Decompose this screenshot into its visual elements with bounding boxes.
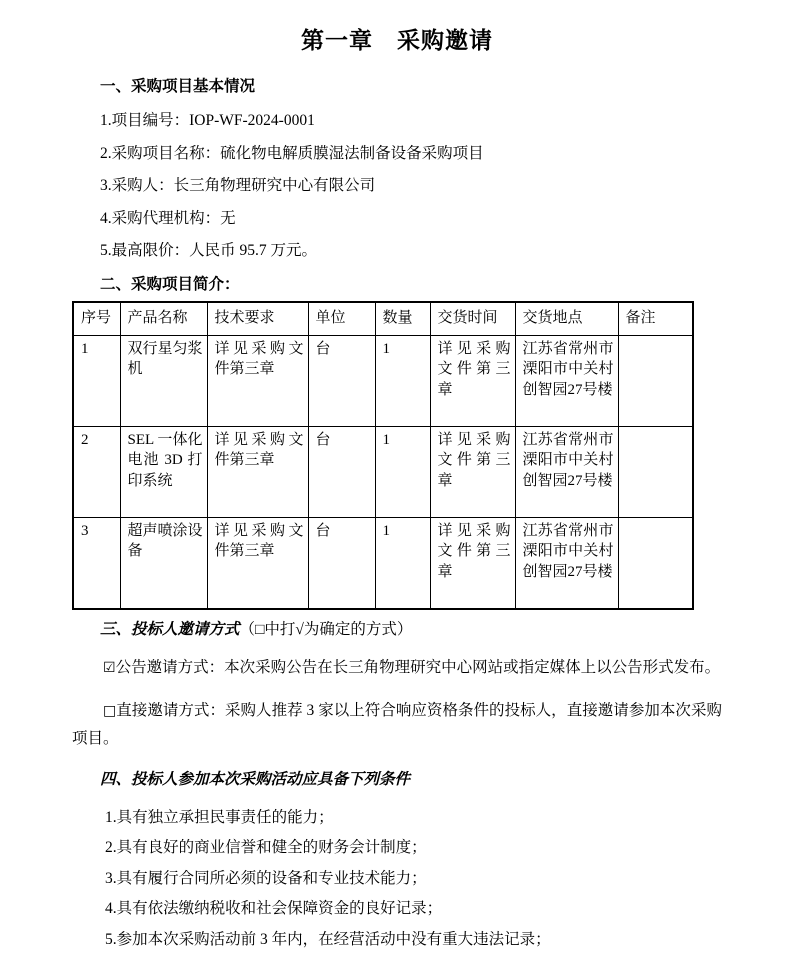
section4-item: 2.具有良好的商业信誉和健全的财务会计制度； bbox=[105, 839, 427, 856]
section3-heading-bold: 三、投标人邀请方式 bbox=[100, 620, 240, 638]
section1-item: 2.采购项目名称：硫化物电解质膜湿法制备设备采购项目 bbox=[100, 144, 484, 162]
table-cell: 台 bbox=[308, 426, 375, 517]
table-cell: 超声喷涂设备 bbox=[120, 517, 207, 609]
table-cell bbox=[618, 335, 693, 426]
table-cell: SEL 一体化电池 3D 打印系统 bbox=[120, 426, 207, 517]
section1-item: 4.采购代理机构：无 bbox=[100, 209, 236, 227]
direct-invitation-text: 直接邀请方式：采购人推荐 3 家以上符合响应资格条件的投标人，直接邀请参加本次采购项目。 bbox=[72, 701, 722, 747]
table-row bbox=[73, 335, 693, 426]
project-table bbox=[72, 301, 694, 610]
table-cell: 台 bbox=[308, 517, 375, 609]
column-header: 交货地点 bbox=[515, 302, 618, 336]
section4-item: 1.具有独立承担民事责任的能力； bbox=[105, 808, 334, 826]
column-header: 序号 bbox=[73, 302, 120, 336]
table-cell: 详见采购文件第三章 bbox=[430, 426, 515, 517]
column-header: 技术要求 bbox=[207, 302, 308, 336]
table-cell: 台 bbox=[308, 335, 375, 426]
column-header: 备注 bbox=[618, 302, 693, 336]
table-cell: 江苏省常州市溧阳市中关村创智园27号楼 bbox=[515, 426, 618, 517]
table-cell: 江苏省常州市溧阳市中关村创智园27号楼 bbox=[515, 517, 618, 609]
column-header: 交货时间 bbox=[430, 302, 515, 336]
table-cell: 详见采购文件第三章 bbox=[207, 426, 308, 517]
table-cell: 1 bbox=[375, 426, 430, 517]
table-row bbox=[73, 517, 693, 609]
section4-item: 5.参加本次采购活动前 3 年内，在经营活动中没有重大违法记录； bbox=[105, 930, 551, 948]
section3-heading bbox=[100, 620, 722, 639]
announcement-invitation-paragraph bbox=[72, 654, 722, 682]
section2-heading: 二、采购项目简介： bbox=[100, 275, 240, 293]
table-row bbox=[73, 426, 693, 517]
section1-heading: 一、采购项目基本情况 bbox=[100, 78, 256, 95]
table-body bbox=[73, 335, 693, 609]
table-cell: 1 bbox=[73, 335, 120, 426]
table-cell: 3 bbox=[73, 517, 120, 609]
section1-item: 1.项目编号：IOP-WF-2024-0001 bbox=[100, 112, 315, 129]
checkbox-unchecked-icon: □ bbox=[103, 702, 117, 719]
table-cell: 详见采购文件第三章 bbox=[430, 335, 515, 426]
table-cell: 江苏省常州市溧阳市中关村创智园27号楼 bbox=[515, 335, 618, 426]
table-cell: 2 bbox=[73, 426, 120, 517]
table-cell: 详见采购文件第三章 bbox=[207, 517, 308, 609]
announcement-invitation-text: 公告邀请方式：本次采购公告在长三角物理研究中心网站或指定媒体上以公告形式发布。 bbox=[115, 658, 721, 676]
section4-heading bbox=[100, 770, 722, 789]
column-header: 产品名称 bbox=[120, 302, 207, 336]
section1-item: 3.采购人：长三角物理研究中心有限公司 bbox=[100, 177, 376, 194]
table-cell: 详见采购文件第三章 bbox=[207, 335, 308, 426]
section1-items bbox=[72, 112, 722, 260]
section4-heading-text: 四、投标人参加本次采购活动应具备下列条件 bbox=[100, 770, 411, 788]
table-cell: 1 bbox=[375, 517, 430, 609]
direct-invitation-paragraph bbox=[72, 697, 722, 752]
column-header: 单位 bbox=[308, 302, 375, 336]
column-header: 数量 bbox=[375, 302, 430, 336]
table-cell: 详见采购文件第三章 bbox=[430, 517, 515, 609]
page-title: 第一章 采购邀请 bbox=[301, 28, 493, 53]
table-cell bbox=[618, 517, 693, 609]
section1-item: 5.最高限价：人民币 95.7 万元。 bbox=[100, 242, 318, 259]
checkbox-checked-icon: ☑ bbox=[103, 659, 116, 676]
section3-heading-paren: （□中打√为确定的方式） bbox=[239, 620, 413, 638]
section4-items bbox=[72, 809, 722, 949]
table-cell: 双行星匀浆机 bbox=[120, 335, 207, 426]
table-cell: 1 bbox=[375, 335, 430, 426]
table-header-row bbox=[73, 302, 693, 336]
section4-item: 3.具有履行合同所必须的设备和专业技术能力； bbox=[105, 869, 427, 887]
table-cell bbox=[618, 426, 693, 517]
section4-item: 4.具有依法缴纳税收和社会保障资金的良好记录； bbox=[105, 900, 443, 917]
